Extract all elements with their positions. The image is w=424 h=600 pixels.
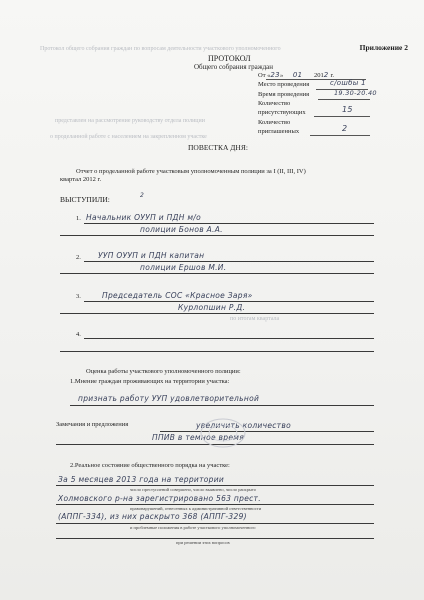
speaker-line: полиции Бонов А.А.: [140, 225, 223, 234]
invited-label: Количество: [258, 119, 291, 126]
field-caption: и проблемные положения в работе участкового уполномоченного: [130, 525, 256, 530]
speaker-line: Председатель СОС «Красное Заря»: [102, 291, 253, 300]
place-label: Место проведения: [258, 81, 310, 88]
bleed-text: по итогам квартала: [230, 316, 280, 322]
place-value: с/ошбы 1: [330, 79, 366, 87]
present-label: присутствующих: [258, 109, 306, 116]
speaker-line: Начальник ОУУП и ПДН м/о: [86, 213, 201, 222]
document-title: ПРОТОКОЛ: [208, 54, 251, 63]
time-label: Время проведения: [258, 91, 310, 98]
date-day: 23: [270, 71, 280, 79]
order-value: Холмовского р-на зарегистрировано 563 прест.: [58, 494, 261, 503]
invited-label: приглашенных: [258, 128, 300, 135]
order-value: (АППГ-334), из них раскрыто 368 (АППГ-329): [58, 512, 247, 521]
field-caption: при решении этих вопросов: [176, 540, 230, 545]
document-subtitle: Общего собрания граждан: [194, 63, 274, 71]
evaluation-item-value: признать работу УУП удовлетворительной: [78, 394, 260, 403]
speakers-heading: ВЫСТУПИЛИ:: [60, 195, 110, 204]
present-label: Количество: [258, 100, 291, 107]
agenda-text: квартал 2012 г.: [60, 176, 102, 183]
agenda-heading: ПОВЕСТКА ДНЯ:: [188, 143, 248, 152]
appendix-label: Приложение 2: [359, 43, 408, 52]
date-field: От «23» 01 2012 г.: [258, 71, 335, 79]
stamp-watermark: [198, 416, 248, 450]
speaker-line: полиции Ершов М.И.: [140, 263, 227, 272]
bleed-text: представлен на рассмотрение руководству отдела полиции: [55, 118, 205, 124]
speaker-number: 3.: [76, 293, 81, 300]
evaluation-heading: Оценка работы участкового уполномоченного полиции:: [86, 368, 241, 375]
agenda-text: Отчет о проделанной работе участковым уполномоченным полиции за I (II, III, IV): [76, 168, 306, 175]
time-value: 19.30-20.40: [334, 89, 377, 97]
date-label: От «: [258, 72, 271, 79]
remarks-value: увеличить количество: [196, 421, 291, 430]
date-month: 01: [292, 71, 303, 79]
speaker-number: 2.: [76, 254, 81, 261]
speaker-number: 1.: [76, 215, 81, 222]
invited-value: 2: [342, 124, 348, 133]
order-value: За 5 месяцев 2013 года на территории: [58, 475, 225, 484]
field-caption: число преступлений совершено, число выявлено, число раскрыто: [130, 487, 257, 492]
remarks-value: ППИВ в темное время: [152, 433, 245, 442]
evaluation-item-label: 1.Мнение граждан проживающих на территории участка:: [70, 378, 230, 385]
speaker-number: 4.: [76, 331, 81, 338]
date-year: 201: [313, 72, 324, 79]
speakers-mark: 2: [140, 192, 145, 199]
order-label: 2.Реальное состояние общественного порядка на участке:: [70, 462, 230, 469]
bleed-text: Протокол общего собрания граждан по вопросам деятельности участкового уполномоченного: [40, 46, 281, 52]
present-value: 15: [342, 105, 353, 114]
bleed-text: о проделанной работе с населением на закрепленном участке: [50, 134, 207, 140]
speaker-line: УУП ОУУП и ПДН капитан: [98, 251, 205, 260]
speaker-line: Курлопшин Р.Д.: [178, 303, 246, 312]
remarks-label: Замечания и предложения: [56, 421, 129, 428]
field-caption: правонарушений, отнесенных к административной ответственности: [130, 506, 262, 511]
